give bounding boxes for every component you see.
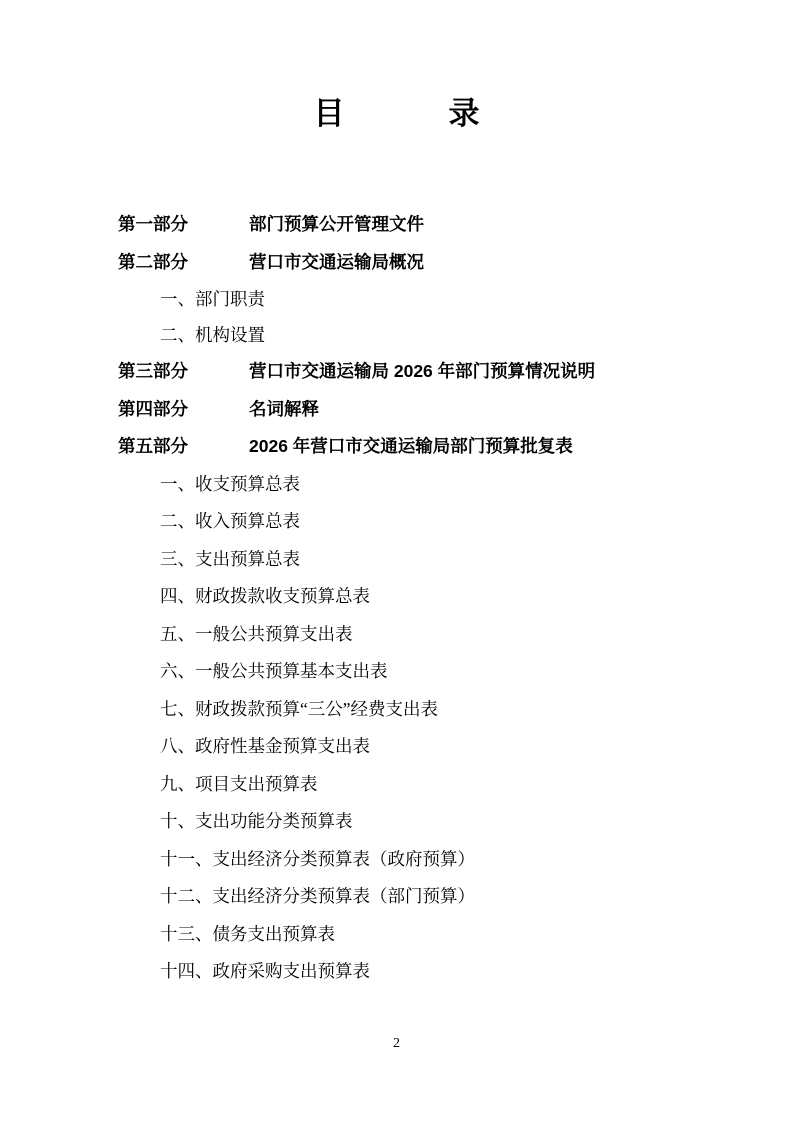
toc-entry-part-2[interactable] — [0, 244, 793, 282]
toc-subentry-table-8[interactable]: 八、政府性基金预算支出表 — [160, 736, 370, 756]
toc-subentry-organization-setup[interactable]: 二、机构设置 — [160, 325, 265, 345]
toc-subentry-table-12[interactable]: 十二、支出经济分类预算表（部门预算） — [160, 886, 475, 906]
toc-subentry-table-6[interactable]: 六、一般公共预算基本支出表 — [160, 661, 388, 681]
toc-part-label: 第一部分 — [118, 214, 188, 234]
toc-subentry-table-13[interactable]: 十三、债务支出预算表 — [160, 923, 335, 944]
toc-entry-part-4[interactable] — [0, 391, 793, 429]
toc-subentry-table-11[interactable]: 十一、支出经济分类预算表（政府预算） — [160, 848, 475, 869]
toc-part-label: 第五部分 — [118, 436, 188, 456]
toc-subentry-table-1[interactable]: 一、收支预算总表 — [160, 473, 300, 494]
toc-entry-part-5[interactable] — [0, 428, 793, 466]
toc-subentry-department-duties[interactable]: 一、部门职责 — [160, 289, 265, 309]
toc-subentry-table-9[interactable]: 九、项目支出预算表 — [160, 773, 318, 794]
toc-entry-title: 名词解释 — [249, 398, 319, 419]
toc-subentry-table-10[interactable]: 十、支出功能分类预算表 — [160, 811, 353, 831]
toc-subentry-table-4[interactable]: 四、财政拨款收支预算总表 — [160, 586, 370, 606]
page-number: 2 — [393, 1036, 400, 1051]
table-of-contents — [0, 206, 793, 991]
toc-subentry-table-3[interactable]: 三、支出预算总表 — [160, 548, 300, 569]
toc-entry-title: 营口市交通运输局 2026 年部门预算情况说明 — [249, 361, 596, 381]
toc-subentry-table-2[interactable]: 二、收入预算总表 — [160, 511, 300, 531]
toc-part-label: 第二部分 — [118, 251, 188, 272]
toc-part-label: 第三部分 — [118, 361, 188, 381]
toc-subentry-table-5[interactable]: 五、一般公共预算支出表 — [160, 623, 353, 644]
toc-part-label: 第四部分 — [118, 398, 188, 419]
toc-entry-title: 2026 年营口市交通运输局部门预算批复表 — [249, 436, 573, 456]
toc-subentry-table-7[interactable]: 七、财政拨款预算“三公”经费支出表 — [160, 698, 439, 719]
toc-entry-part-3[interactable] — [0, 353, 793, 391]
page-title: 目 录 — [313, 96, 494, 131]
toc-entry-title: 部门预算公开管理文件 — [249, 214, 424, 234]
toc-entry-title: 营口市交通运输局概况 — [249, 251, 424, 272]
toc-subentry-table-14[interactable]: 十四、政府采购支出预算表 — [160, 961, 370, 981]
toc-entry-part-1[interactable] — [0, 206, 793, 244]
